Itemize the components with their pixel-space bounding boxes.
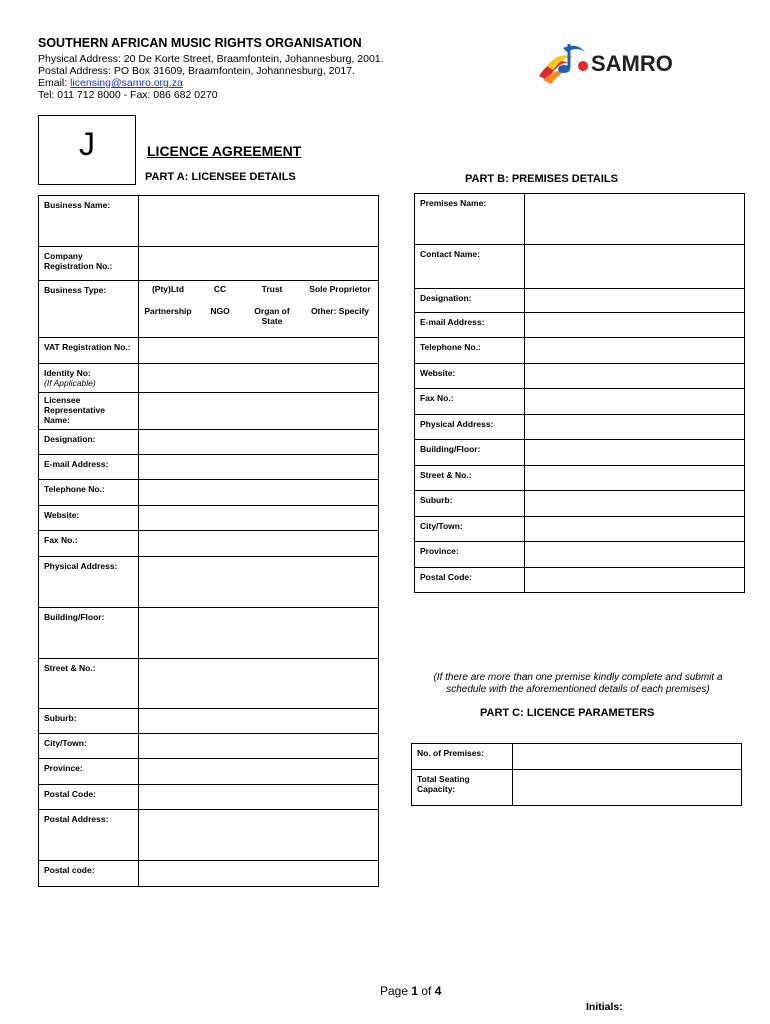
identity-note: (If Applicable) xyxy=(44,378,96,388)
identity-label-text: Identity No: xyxy=(44,368,91,378)
premises-details-table xyxy=(414,193,745,593)
province-label-a: Province: xyxy=(39,759,139,785)
type-trust[interactable]: Trust xyxy=(261,284,283,294)
postal-code2-field-a[interactable] xyxy=(139,861,379,887)
physical-address-field-a xyxy=(139,557,379,608)
type-organ-of-state[interactable]: Organ of State xyxy=(254,306,290,326)
premises-name-label: Premises Name: xyxy=(415,194,525,245)
telephone-field-a[interactable] xyxy=(139,480,379,506)
street-field-b[interactable] xyxy=(525,466,745,491)
building-label-b: Building/Floor: xyxy=(415,440,525,466)
city-label-b: City/Town: xyxy=(415,517,525,542)
business-type-label: Business Type: xyxy=(39,281,139,338)
suburb-label-b: Suburb: xyxy=(415,491,525,517)
city-label-a: City/Town: xyxy=(39,734,139,759)
suburb-field-b[interactable] xyxy=(525,491,745,517)
part-a-heading: PART A: LICENSEE DETAILS xyxy=(145,171,296,183)
city-field-b[interactable] xyxy=(525,517,745,542)
rep-name-field[interactable] xyxy=(139,393,379,430)
initials-label: Initials: xyxy=(586,1001,623,1013)
email-line xyxy=(38,77,183,89)
part-b-heading: PART B: PREMISES DETAILS xyxy=(465,173,618,185)
designation-label-b: Designation: xyxy=(415,289,525,313)
email-label-b: E-mail Address: xyxy=(415,313,525,338)
email-field-b[interactable] xyxy=(525,313,745,338)
organisation-name: SOUTHERN AFRICAN MUSIC RIGHTS ORGANISATION xyxy=(38,36,362,50)
street-field-a[interactable] xyxy=(139,659,379,709)
licence-parameters-table xyxy=(411,743,742,806)
fax-field-a[interactable] xyxy=(139,531,379,557)
postal-address: Postal Address: PO Box 31609, Braamfontein, Johannesburg, 2017. xyxy=(38,65,355,77)
identity-field[interactable] xyxy=(139,364,379,393)
street-label-b: Street & No.: xyxy=(415,466,525,491)
postal-code2-label-a: Postal code: xyxy=(39,861,139,887)
province-label-b: Province: xyxy=(415,542,525,568)
page-title: LICENCE AGREEMENT xyxy=(147,143,302,159)
tel-fax-line: Tel: 011 712 8000 - Fax: 086 682 0270 xyxy=(38,89,218,101)
contact-name-label: Contact Name: xyxy=(415,245,525,289)
email-link[interactable]: licensing@samro.org.za xyxy=(70,77,183,89)
postal-code-field-a[interactable] xyxy=(139,785,379,810)
website-field-b[interactable] xyxy=(525,364,745,389)
page-total: 4 xyxy=(434,984,442,998)
company-reg-label: Company Registration No.: xyxy=(39,247,139,281)
postal-code-label-b: Postal Code: xyxy=(415,568,525,593)
vat-field[interactable] xyxy=(139,338,379,364)
identity-label xyxy=(39,364,139,393)
premises-name-field[interactable] xyxy=(525,194,745,245)
seating-capacity-label: Total Seating Capacity: xyxy=(412,770,513,806)
type-pty-ltd[interactable]: (Pty)Ltd xyxy=(151,284,185,294)
type-other-specify[interactable]: Other: Specify xyxy=(310,306,370,316)
email-label: Email: xyxy=(38,77,71,89)
logo-wordmark: SAMRO xyxy=(591,51,673,76)
fax-label-a: Fax No.: xyxy=(39,531,139,557)
business-type-options xyxy=(139,281,379,338)
samro-logo xyxy=(533,36,705,90)
multiple-premises-note: (If there are more than one premise kindly complete and submit a schedule with the aforementioned details of each premises) xyxy=(433,672,723,695)
city-field-a[interactable] xyxy=(139,734,379,759)
telephone-label-b: Telephone No.: xyxy=(415,338,525,364)
premises-count-label: No. of Premises: xyxy=(412,744,513,770)
company-reg-field[interactable] xyxy=(139,247,379,281)
physical-address-field-b xyxy=(525,415,745,440)
contact-name-field[interactable] xyxy=(525,245,745,289)
street-label-a: Street & No.: xyxy=(39,659,139,709)
type-ngo[interactable]: NGO xyxy=(210,306,230,316)
designation-field-a[interactable] xyxy=(139,430,379,455)
type-sole-proprietor[interactable]: Sole Proprietor xyxy=(309,284,371,294)
designation-label-a: Designation: xyxy=(39,430,139,455)
website-label-a: Website: xyxy=(39,506,139,531)
page-number xyxy=(380,984,441,998)
province-field-b[interactable] xyxy=(525,542,745,568)
seating-capacity-field[interactable] xyxy=(513,770,742,806)
email-label-a: E-mail Address: xyxy=(39,455,139,480)
building-label-a: Building/Floor: xyxy=(39,608,139,659)
fax-label-b: Fax No.: xyxy=(415,389,525,415)
postal-code-label-a: Postal Code: xyxy=(39,785,139,810)
telephone-field-b[interactable] xyxy=(525,338,745,364)
website-field-a[interactable] xyxy=(139,506,379,531)
physical-address: Physical Address: 20 De Korte Street, Braamfontein, Johannesburg, 2001. xyxy=(38,53,384,65)
postal-address-field-a[interactable] xyxy=(139,810,379,861)
designation-field-b[interactable] xyxy=(525,289,745,313)
telephone-label-a: Telephone No.: xyxy=(39,480,139,506)
premises-count-field[interactable] xyxy=(513,744,742,770)
province-field-a[interactable] xyxy=(139,759,379,785)
type-cc[interactable]: CC xyxy=(213,284,227,294)
physical-address-label-b: Physical Address: xyxy=(415,415,525,440)
postal-address-label-a: Postal Address: xyxy=(39,810,139,861)
page-prefix: Page xyxy=(380,984,412,998)
website-label-b: Website: xyxy=(415,364,525,389)
postal-code-field-b[interactable] xyxy=(525,568,745,593)
type-partnership[interactable]: Partnership xyxy=(144,306,192,316)
email-field-a[interactable] xyxy=(139,455,379,480)
building-field-a[interactable] xyxy=(139,608,379,659)
rep-name-label: Licensee Representative Name: xyxy=(39,393,139,430)
licensee-details-table xyxy=(38,195,379,887)
fax-field-b[interactable] xyxy=(525,389,745,415)
page-current: 1 xyxy=(411,984,419,998)
business-name-label: Business Name: xyxy=(39,196,139,247)
building-field-b[interactable] xyxy=(525,440,745,466)
page-of: of xyxy=(418,984,435,998)
vat-label: VAT Registration No.: xyxy=(39,338,139,364)
suburb-field-a[interactable] xyxy=(139,709,379,734)
physical-address-label-a: Physical Address: xyxy=(39,557,139,608)
suburb-label-a: Suburb: xyxy=(39,709,139,734)
form-code-box: J xyxy=(38,115,136,185)
part-c-heading: PART C: LICENCE PARAMETERS xyxy=(480,707,655,719)
business-name-field[interactable] xyxy=(139,196,379,247)
